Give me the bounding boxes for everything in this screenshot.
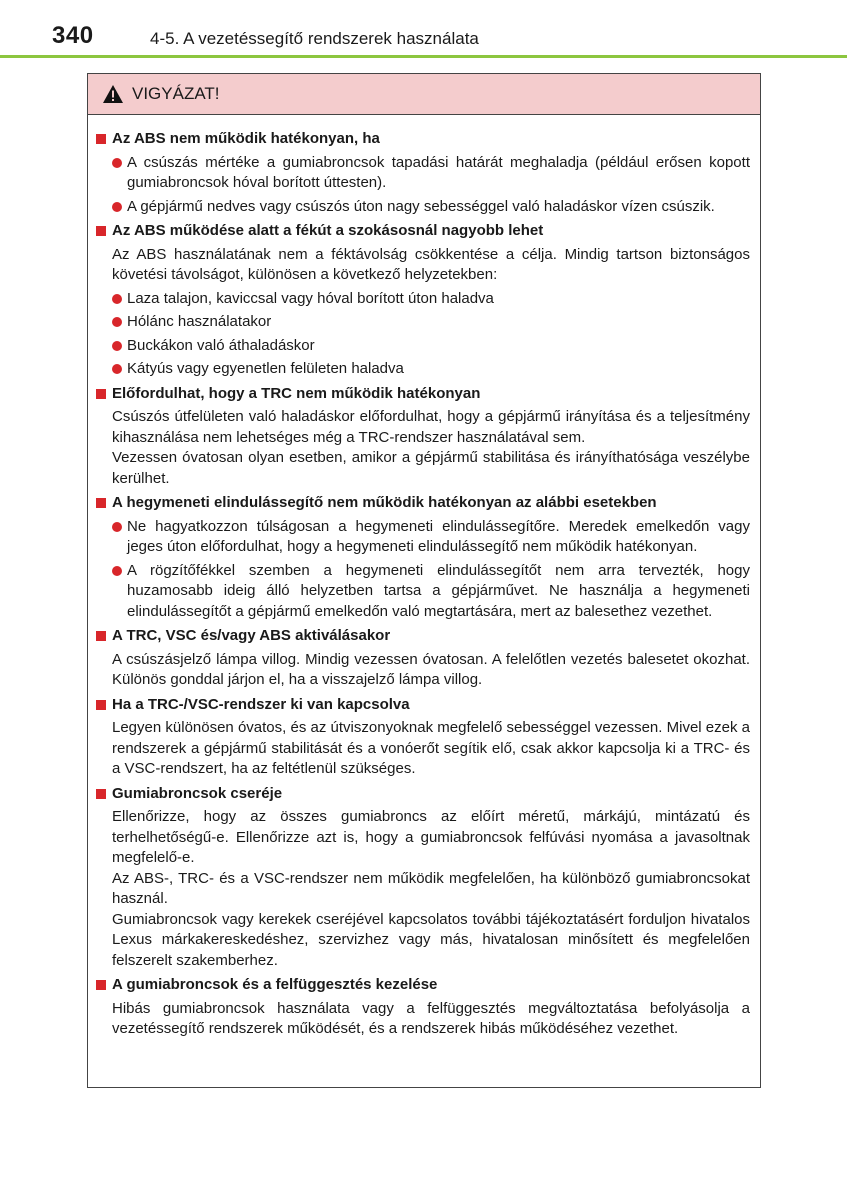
bullet-item <box>96 561 750 623</box>
square-bullet-icon <box>96 498 106 508</box>
round-bullet-icon <box>112 341 122 351</box>
round-bullet-icon <box>112 364 122 374</box>
section-heading-text: Előfordulhat, hogy a TRC nem működik hatékonyan <box>112 384 481 402</box>
section-paragraph: Legyen különösen óvatos, és az útviszonyoknak megfelelő sebességgel vezessen. Mivel ezek a rendszerek a gépjármű stabilitását és a vonóerőt segítik elő, csak akkor kapcsolja ki a TRC- és a VSC-rendszert, ha az feltétlenül szükséges. <box>112 719 750 777</box>
warning-section <box>96 129 750 217</box>
bullet-item <box>96 289 750 310</box>
warning-section <box>96 784 750 972</box>
header-divider <box>0 55 847 58</box>
warning-section <box>96 626 750 691</box>
section-heading-text: A TRC, VSC és/vagy ABS aktiválásakor <box>112 627 391 644</box>
section-heading <box>96 975 750 996</box>
warning-section <box>96 695 750 780</box>
bullet-text: A gépjármű nedves vagy csúszós úton nagy sebességgel való haladáskor vízen csúszik. <box>127 197 715 215</box>
warning-content <box>88 115 760 1040</box>
section-heading <box>96 129 750 150</box>
bullet-text: A rögzítőfékkel szemben a hegymeneti elindulássegítőt nem arra tervezték, hogy huzamosabb ideig álló helyzetben tartsa a gépjárművet. Ne használja a hegymeneti elindulássegítőt a gépjármű emelkedőn való megtartására, mert az balesethez vezethet. <box>127 561 750 620</box>
section-paragraph: Csúszós útfelületen való haladáskor előfordulhat, hogy a gépjármű irányítása és a teljesítmény kihasználása nem lehetséges még a TRC-rendszer használatával sem. <box>112 408 750 446</box>
square-bullet-icon <box>96 389 106 399</box>
square-bullet-icon <box>96 631 106 641</box>
section-heading-text: Az ABS működése alatt a fékút a szokásosnál nagyobb lehet <box>112 222 544 239</box>
section-paragraph: Az ABS használatának nem a féktávolság csökkentése a célja. Mindig tartson biztonságos követési távolságot, különösen a következő helyzetekben: <box>112 245 750 283</box>
section-paragraph: A csúszásjelző lámpa villog. Mindig vezessen óvatosan. A felelőtlen vezetés balesetet okozhat. Különös gonddal járjon el, ha a visszajelző lámpa villog. <box>112 650 750 688</box>
round-bullet-icon <box>112 202 122 212</box>
section-heading <box>96 493 750 514</box>
warning-section <box>96 975 750 1040</box>
round-bullet-icon <box>112 566 122 576</box>
round-bullet-icon <box>112 317 122 327</box>
warning-header <box>88 74 760 115</box>
warning-section <box>96 493 750 622</box>
section-paragraph: Gumiabroncsok vagy kerekek cseréjével kapcsolatos további tájékoztatásért forduljon hivatalos Lexus márkakereskedéshez, szervizhez vagy más, hivatalosan minősített és megfelelően felszerelt szakemberhez. <box>112 910 750 969</box>
bullet-item <box>96 153 750 194</box>
square-bullet-icon <box>96 789 106 799</box>
chapter-title: 4-5. A vezetéssegítő rendszerek használata <box>150 29 479 48</box>
square-bullet-icon <box>96 134 106 144</box>
warning-section <box>96 221 750 380</box>
bullet-text: Kátyús vagy egyenetlen felületen haladva <box>127 360 404 377</box>
warning-box <box>87 73 761 1088</box>
bullet-item <box>96 517 750 558</box>
section-heading-text: A gumiabroncsok és a felfüggesztés kezelése <box>112 976 438 993</box>
section-heading-text: Gumiabroncsok cseréje <box>112 784 283 802</box>
section-heading <box>96 695 750 716</box>
bullet-item <box>96 312 750 333</box>
warning-triangle-icon <box>102 84 124 104</box>
page-number: 340 <box>52 22 94 49</box>
section-paragraph: Hibás gumiabroncsok használata vagy a felfüggesztés megváltoztatása befolyásolja a vezetéssegítő rendszerek működését, és a rendszerek hibás működéséhez vezethet. <box>112 999 750 1037</box>
square-bullet-icon <box>96 700 106 710</box>
section-heading-text: Ha a TRC-/VSC-rendszer ki van kapcsolva <box>112 695 410 713</box>
round-bullet-icon <box>112 158 122 168</box>
section-paragraph: Ellenőrizze, hogy az összes gumiabroncs az előírt méretű, márkájú, mintázatú és terhelhetőségű-e. Ellenőrizze azt is, hogy a gumiabroncsok felfúvási nyomása a javasoltnak megfelelő-e. <box>112 808 750 866</box>
bullet-text: Ne hagyatkozzon túlságosan a hegymeneti elindulássegítőre. Meredek emelkedőn vagy jeges úton előfordulhat, hogy a hegymeneti elindulássegítő nem működik hatékonyan. <box>127 517 750 555</box>
section-heading <box>96 784 750 805</box>
bullet-item <box>96 336 750 357</box>
section-heading <box>96 221 750 242</box>
bullet-text: Buckákon való áthaladáskor <box>127 336 315 354</box>
bullet-item <box>96 197 750 218</box>
bullet-text: A csúszás mértéke a gumiabroncsok tapadási határát meghaladja (például erősen kopott gumiabroncsok hóval borított úttesten). <box>127 153 750 191</box>
square-bullet-icon <box>96 980 106 990</box>
round-bullet-icon <box>112 522 122 532</box>
section-heading <box>96 626 750 647</box>
warning-section <box>96 384 750 490</box>
section-paragraph: Az ABS-, TRC- és a VSC-rendszer nem működik megfelelően, ha különböző gumiabroncsokat használ. <box>112 869 750 907</box>
warning-title: VIGYÁZAT! <box>132 84 220 103</box>
section-heading-text: Az ABS nem működik hatékonyan, ha <box>112 130 380 147</box>
section-paragraph: Vezessen óvatosan olyan esetben, amikor a gépjármű stabilitása és irányíthatósága veszélybe kerülhet. <box>112 449 750 487</box>
round-bullet-icon <box>112 294 122 304</box>
section-heading-text: A hegymeneti elindulássegítő nem működik hatékonyan az alábbi esetekben <box>112 494 657 511</box>
square-bullet-icon <box>96 226 106 236</box>
bullet-text: Hólánc használatakor <box>127 313 272 330</box>
bullet-text: Laza talajon, kaviccsal vagy hóval borított úton haladva <box>127 289 494 307</box>
bullet-item <box>96 359 750 380</box>
section-heading <box>96 384 750 405</box>
